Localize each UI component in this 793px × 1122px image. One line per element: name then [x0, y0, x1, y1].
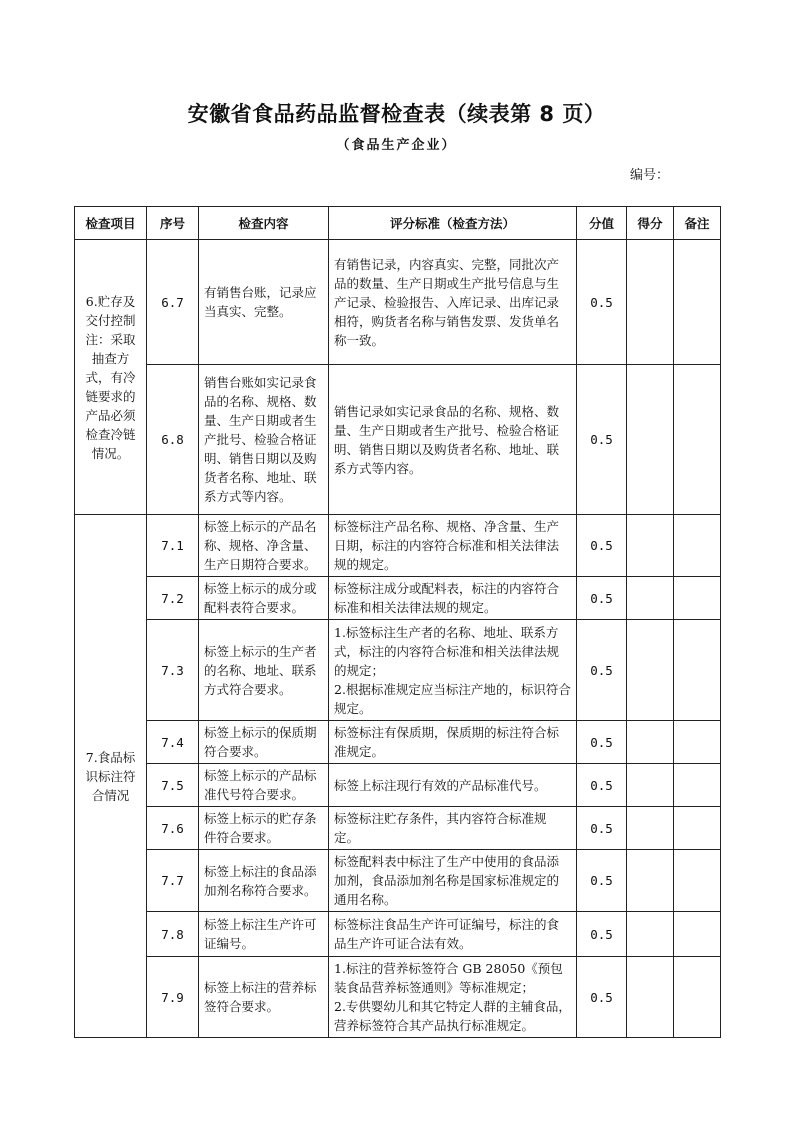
category-cell: 6.贮存及交付控制注：采取抽查方式，有冷链要求的产品必须检查冷链情况。 — [75, 240, 147, 515]
table-row — [75, 912, 721, 957]
content-cell: 标签上标示的产品名称、规格、净含量、生产日期符合要求。 — [199, 515, 329, 577]
obtained-score-cell[interactable] — [627, 365, 674, 515]
score-cell: 0.5 — [577, 807, 627, 850]
table-row — [75, 721, 721, 764]
remark-cell[interactable] — [674, 620, 721, 721]
item-number-cell: 7.9 — [147, 957, 199, 1038]
column-header-no: 序号 — [147, 207, 199, 240]
table-body — [75, 240, 721, 1038]
item-number-cell: 7.6 — [147, 807, 199, 850]
criteria-cell: 有销售记录，内容真实、完整，同批次产品的数量、生产日期或生产批号信息与生产记录、检验报告、入库记录、出库记录相符，购货者名称与销售发票、发货单名称一致。 — [329, 240, 577, 365]
obtained-score-cell[interactable] — [627, 515, 674, 577]
item-number-cell: 7.3 — [147, 620, 199, 721]
score-cell: 0.5 — [577, 365, 627, 515]
item-number-cell: 6.8 — [147, 365, 199, 515]
table-row — [75, 807, 721, 850]
table-row — [75, 577, 721, 620]
table-row — [75, 515, 721, 577]
table-row — [75, 620, 721, 721]
item-number-cell: 7.1 — [147, 515, 199, 577]
item-number-cell: 6.7 — [147, 240, 199, 365]
score-cell: 0.5 — [577, 721, 627, 764]
remark-cell[interactable] — [674, 240, 721, 365]
table-row — [75, 365, 721, 515]
content-cell: 标签上标示的成分或配料表符合要求。 — [199, 577, 329, 620]
remark-cell[interactable] — [674, 515, 721, 577]
inspection-table — [74, 206, 721, 1038]
remark-cell[interactable] — [674, 365, 721, 515]
score-cell: 0.5 — [577, 764, 627, 807]
category-cell: 7.食品标识标注符合情况 — [75, 515, 147, 1038]
criteria-cell: 标签上标注现行有效的产品标准代号。 — [329, 764, 577, 807]
score-cell: 0.5 — [577, 850, 627, 912]
remark-cell[interactable] — [674, 721, 721, 764]
item-number-cell: 7.4 — [147, 721, 199, 764]
criteria-cell: 1.标注的营养标签符合 GB 28050《预包装食品营养标签通则》等标准规定； 2.专供婴幼儿和其它特定人群的主辅食品，营养标签符合其产品执行标准规定。 — [329, 957, 577, 1038]
score-cell: 0.5 — [577, 620, 627, 721]
obtained-score-cell[interactable] — [627, 721, 674, 764]
remark-cell[interactable] — [674, 912, 721, 957]
serial-number-label: 编号： — [630, 168, 670, 183]
obtained-score-cell[interactable] — [627, 620, 674, 721]
remark-cell[interactable] — [674, 957, 721, 1038]
column-header-criteria: 评分标准（检查方法） — [329, 207, 577, 240]
column-header-score: 分值 — [577, 207, 627, 240]
criteria-cell: 标签标注食品生产许可证编号，标注的食品生产许可证合法有效。 — [329, 912, 577, 957]
content-cell: 销售台账如实记录食品的名称、规格、数量、生产日期或者生产批号、检验合格证明、销售日期以及购货者名称、地址、联系方式等内容。 — [199, 365, 329, 515]
remark-cell[interactable] — [674, 577, 721, 620]
table-header-row — [75, 207, 721, 240]
score-cell: 0.5 — [577, 515, 627, 577]
item-number-cell: 7.2 — [147, 577, 199, 620]
score-cell: 0.5 — [577, 240, 627, 365]
content-cell: 有销售台账，记录应当真实、完整。 — [199, 240, 329, 365]
criteria-cell: 标签标注成分或配料表，标注的内容符合标准和相关法律法规的规定。 — [329, 577, 577, 620]
column-header-item: 检查项目 — [75, 207, 147, 240]
item-number-cell: 7.8 — [147, 912, 199, 957]
score-cell: 0.5 — [577, 577, 627, 620]
score-cell: 0.5 — [577, 912, 627, 957]
obtained-score-cell[interactable] — [627, 577, 674, 620]
content-cell: 标签上标示的生产者的名称、地址、联系方式符合要求。 — [199, 620, 329, 721]
column-header-remark: 备注 — [674, 207, 721, 240]
obtained-score-cell[interactable] — [627, 850, 674, 912]
criteria-cell: 标签配料表中标注了生产中使用的食品添加剂，食品添加剂名称是国家标准规定的通用名称。 — [329, 850, 577, 912]
criteria-cell: 销售记录如实记录食品的名称、规格、数量、生产日期或者生产批号、检验合格证明、销售日期以及购货者名称、地址、联系方式等内容。 — [329, 365, 577, 515]
criteria-cell: 标签标注有保质期，保质期的标注符合标准规定。 — [329, 721, 577, 764]
obtained-score-cell[interactable] — [627, 912, 674, 957]
table-row — [75, 957, 721, 1038]
obtained-score-cell[interactable] — [627, 764, 674, 807]
criteria-cell: 标签标注贮存条件，其内容符合标准规定。 — [329, 807, 577, 850]
content-cell: 标签上标注生产许可证编号。 — [199, 912, 329, 957]
page-title: 安徽省食品药品监督检查表（续表第 8 页） — [187, 102, 606, 126]
remark-cell[interactable] — [674, 764, 721, 807]
criteria-cell: 标签标注产品名称、规格、净含量、生产日期，标注的内容符合标准和相关法律法规的规定。 — [329, 515, 577, 577]
remark-cell[interactable] — [674, 850, 721, 912]
content-cell: 标签上标注的营养标签符合要求。 — [199, 957, 329, 1038]
content-cell: 标签上标示的保质期符合要求。 — [199, 721, 329, 764]
table-row — [75, 850, 721, 912]
obtained-score-cell[interactable] — [627, 957, 674, 1038]
remark-cell[interactable] — [674, 807, 721, 850]
column-header-obtained: 得分 — [627, 207, 674, 240]
page-subtitle: （食品生产企业） — [336, 138, 457, 153]
item-number-cell: 7.5 — [147, 764, 199, 807]
obtained-score-cell[interactable] — [627, 807, 674, 850]
column-header-content: 检查内容 — [199, 207, 329, 240]
obtained-score-cell[interactable] — [627, 240, 674, 365]
table-row — [75, 240, 721, 365]
content-cell: 标签上标注的食品添加剂名称符合要求。 — [199, 850, 329, 912]
score-cell: 0.5 — [577, 957, 627, 1038]
criteria-cell: 1.标签标注生产者的名称、地址、联系方式，标注的内容符合标准和相关法律法规的规定； 2.根据标准规定应当标注产地的，标识符合规定。 — [329, 620, 577, 721]
content-cell: 标签上标示的产品标准代号符合要求。 — [199, 764, 329, 807]
item-number-cell: 7.7 — [147, 850, 199, 912]
content-cell: 标签上标示的贮存条件符合要求。 — [199, 807, 329, 850]
table-row — [75, 764, 721, 807]
